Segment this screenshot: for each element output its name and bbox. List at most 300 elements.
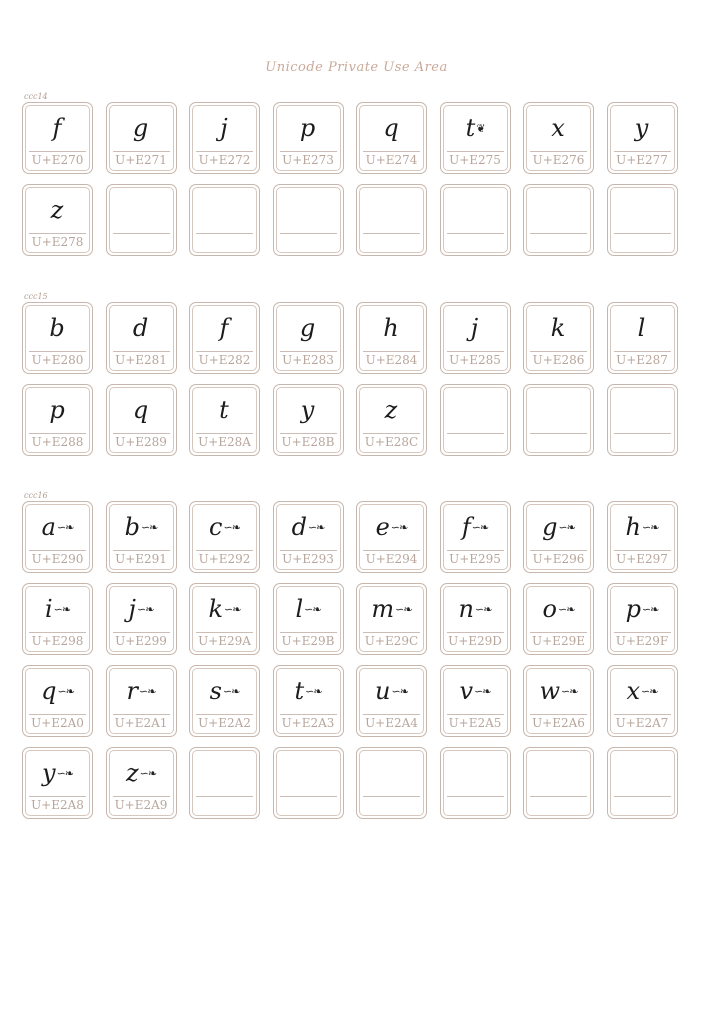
flourish-icon: ∽❧	[391, 684, 408, 698]
baseline-divider	[614, 233, 671, 234]
glyph-cell	[22, 583, 93, 655]
glyph-preview	[608, 393, 677, 427]
glyph-letter: f	[461, 513, 471, 541]
baseline-divider	[530, 433, 587, 434]
codepoint-label: U+E29E	[532, 634, 585, 648]
baseline-divider	[280, 714, 337, 715]
glyph-letter: t	[465, 114, 476, 142]
glyph-cell	[22, 184, 93, 256]
glyph-preview	[23, 111, 92, 145]
baseline-divider	[363, 233, 420, 234]
glyph-letter: u	[375, 677, 391, 705]
baseline-divider	[113, 550, 170, 551]
codepoint-label: U+E272	[198, 153, 251, 167]
baseline-divider	[113, 714, 170, 715]
glyph-cell	[22, 747, 93, 819]
glyph-preview	[357, 674, 426, 708]
glyph-preview	[107, 510, 176, 544]
glyph-cell	[356, 384, 427, 456]
glyph-preview	[23, 393, 92, 427]
glyph-letter: g	[132, 114, 149, 142]
codepoint-label: U+E293	[282, 552, 334, 566]
glyph-cell	[189, 501, 260, 573]
glyph-letter: j	[220, 114, 228, 142]
baseline-divider	[113, 796, 170, 797]
glyph-letter: i	[44, 595, 53, 623]
baseline-divider	[614, 796, 671, 797]
glyph-letter: p	[625, 595, 641, 623]
flourish-icon: ∽❧	[475, 602, 492, 616]
glyph-letter: r	[126, 677, 139, 705]
baseline-divider	[363, 796, 420, 797]
glyph-cell	[607, 184, 678, 256]
glyph-letter: z	[125, 759, 139, 787]
section-ccc16	[22, 491, 682, 819]
glyph-cell	[189, 747, 260, 819]
glyph-cell	[523, 501, 594, 573]
codepoint-label: U+E284	[365, 353, 418, 367]
glyph-cell	[273, 184, 344, 256]
baseline-divider	[447, 632, 504, 633]
codepoint-label: U+E2A8	[31, 798, 84, 812]
baseline-divider	[196, 351, 253, 352]
glyph-letter: q	[41, 677, 57, 705]
codepoint-label: U+E2A4	[365, 716, 418, 730]
baseline-divider	[29, 796, 86, 797]
baseline-divider	[363, 714, 420, 715]
section-label: ccc15	[24, 292, 48, 301]
glyph-preview	[524, 674, 593, 708]
glyph-preview	[23, 674, 92, 708]
flourish-icon: ∽❧	[137, 602, 154, 616]
glyph-preview	[23, 193, 92, 227]
glyph-preview	[524, 193, 593, 227]
glyph-cell	[356, 665, 427, 737]
glyph-preview	[23, 756, 92, 790]
section-ccc14	[22, 92, 682, 256]
glyph-preview	[107, 592, 176, 626]
glyph-cell	[106, 501, 177, 573]
glyph-cell	[440, 184, 511, 256]
baseline-divider	[363, 632, 420, 633]
baseline-divider	[29, 151, 86, 152]
glyph-preview	[441, 756, 510, 790]
glyph-cell	[106, 302, 177, 374]
flourish-icon: ∽❧	[642, 520, 659, 534]
glyph-cell	[106, 184, 177, 256]
glyph-preview	[23, 311, 92, 345]
flourish-icon: ∽❧	[307, 520, 325, 534]
glyph-cell	[273, 302, 344, 374]
flourish-icon: ∽❧	[53, 602, 71, 616]
glyph-cell	[189, 583, 260, 655]
baseline-divider	[29, 632, 86, 633]
baseline-divider	[280, 550, 337, 551]
baseline-divider	[113, 632, 170, 633]
baseline-divider	[113, 151, 170, 152]
glyph-cell	[106, 583, 177, 655]
baseline-divider	[29, 351, 86, 352]
codepoint-label: U+E276	[532, 153, 585, 167]
glyph-cell	[22, 384, 93, 456]
glyph-cell	[273, 501, 344, 573]
glyph-preview	[608, 193, 677, 227]
codepoint-label: U+E288	[31, 435, 84, 449]
glyph-preview	[190, 393, 259, 427]
codepoint-label: U+E29A	[198, 634, 251, 648]
glyph-cell	[22, 665, 93, 737]
flourish-icon: ∽❧	[558, 602, 575, 616]
glyph-cell	[273, 665, 344, 737]
baseline-divider	[280, 233, 337, 234]
glyph-cell	[523, 583, 594, 655]
codepoint-label: U+E270	[31, 153, 84, 167]
baseline-divider	[530, 550, 587, 551]
codepoint-label: U+E287	[616, 353, 668, 367]
glyph-cell	[440, 583, 511, 655]
baseline-divider	[29, 714, 86, 715]
glyph-letter: z	[50, 196, 64, 224]
baseline-divider	[614, 433, 671, 434]
glyph-letter: t	[294, 677, 305, 705]
glyph-preview	[524, 111, 593, 145]
glyph-cell	[22, 102, 93, 174]
glyph-preview	[107, 674, 176, 708]
glyph-preview	[608, 592, 677, 626]
codepoint-label: U+E275	[449, 153, 501, 167]
baseline-divider	[113, 233, 170, 234]
glyph-letter: d	[291, 513, 307, 541]
glyph-preview	[107, 756, 176, 790]
glyph-cell	[523, 665, 594, 737]
glyph-cell	[356, 184, 427, 256]
codepoint-label: U+E297	[616, 552, 668, 566]
glyph-letter: f	[52, 114, 62, 142]
glyph-letter: j	[128, 595, 136, 623]
codepoint-label: U+E280	[31, 353, 84, 367]
baseline-divider	[530, 632, 587, 633]
glyph-preview	[190, 510, 259, 544]
glyph-letter: q	[383, 114, 399, 142]
codepoint-label: U+E290	[31, 552, 84, 566]
glyph-letter: d	[132, 314, 149, 342]
glyph-preview	[524, 311, 593, 345]
glyph-preview	[357, 592, 426, 626]
glyph-cell	[523, 384, 594, 456]
glyph-preview	[608, 111, 677, 145]
glyph-preview	[190, 674, 259, 708]
glyph-letter: y	[634, 114, 649, 142]
glyph-cell	[273, 102, 344, 174]
flourish-icon: ∽❧	[224, 602, 241, 616]
codepoint-label: U+E299	[115, 634, 167, 648]
baseline-divider	[614, 714, 671, 715]
flourish-icon: ❦	[476, 121, 485, 135]
flourish-icon: ∽❧	[474, 684, 491, 698]
glyph-preview	[190, 193, 259, 227]
baseline-divider	[280, 151, 337, 152]
glyph-letter: l	[295, 595, 304, 623]
glyph-letter: b	[49, 314, 65, 342]
glyph-letter: e	[375, 513, 390, 541]
flourish-icon: ∽❧	[222, 684, 240, 698]
baseline-divider	[196, 632, 253, 633]
glyph-preview	[357, 193, 426, 227]
flourish-icon: ∽❧	[139, 766, 157, 780]
codepoint-label: U+E29F	[615, 634, 669, 648]
glyph-cell	[440, 665, 511, 737]
baseline-divider	[447, 351, 504, 352]
glyph-cell	[273, 747, 344, 819]
glyph-preview	[357, 311, 426, 345]
glyph-cell	[22, 501, 93, 573]
glyph-letter: x	[551, 114, 565, 142]
glyph-letter: n	[458, 595, 475, 623]
glyph-preview	[107, 393, 176, 427]
glyph-preview	[23, 510, 92, 544]
codepoint-label: U+E278	[31, 235, 84, 249]
codepoint-label: U+E28C	[364, 435, 419, 449]
codepoint-label: U+E2A6	[532, 716, 585, 730]
glyph-grid	[22, 501, 682, 819]
baseline-divider	[363, 550, 420, 551]
glyph-preview	[190, 311, 259, 345]
glyph-letter: b	[124, 513, 140, 541]
glyph-preview	[190, 756, 259, 790]
glyph-cell	[273, 583, 344, 655]
baseline-divider	[280, 796, 337, 797]
baseline-divider	[530, 714, 587, 715]
flourish-icon: ∽❧	[57, 684, 74, 698]
glyph-cell	[440, 747, 511, 819]
glyph-cell	[106, 102, 177, 174]
codepoint-label: U+E281	[115, 353, 167, 367]
flourish-icon: ∽❧	[223, 520, 240, 534]
glyph-cell	[607, 384, 678, 456]
glyph-preview	[274, 592, 343, 626]
codepoint-label: U+E274	[365, 153, 418, 167]
codepoint-label: U+E2A3	[281, 716, 335, 730]
codepoint-label: U+E295	[449, 552, 501, 566]
glyph-preview	[107, 111, 176, 145]
glyph-preview	[441, 674, 510, 708]
flourish-icon: ∽❧	[140, 520, 158, 534]
glyph-letter: x	[626, 677, 641, 705]
glyph-letter: h	[383, 314, 399, 342]
baseline-divider	[614, 351, 671, 352]
glyph-cell	[106, 384, 177, 456]
glyph-cell	[440, 302, 511, 374]
glyph-letter: s	[209, 677, 222, 705]
glyph-cell	[440, 102, 511, 174]
baseline-divider	[196, 433, 253, 434]
flourish-icon: ∽❧	[641, 684, 658, 698]
baseline-divider	[447, 433, 504, 434]
baseline-divider	[29, 550, 86, 551]
glyph-preview	[357, 111, 426, 145]
glyph-letter: w	[539, 677, 561, 705]
flourish-icon: ∽❧	[390, 520, 408, 534]
codepoint-label: U+E296	[532, 552, 585, 566]
flourish-icon: ∽❧	[471, 520, 489, 534]
glyph-preview	[357, 393, 426, 427]
glyph-grid	[22, 102, 682, 256]
glyph-cell	[523, 102, 594, 174]
codepoint-label: U+E2A1	[114, 716, 168, 730]
flourish-icon: ∽❧	[641, 602, 659, 616]
codepoint-label: U+E289	[115, 435, 167, 449]
glyph-preview	[190, 111, 259, 145]
baseline-divider	[363, 433, 420, 434]
glyph-preview	[274, 674, 343, 708]
section-ccc15	[22, 292, 682, 456]
glyph-cell	[607, 747, 678, 819]
glyph-letter: g	[542, 513, 558, 541]
codepoint-label: U+E286	[532, 353, 585, 367]
baseline-divider	[29, 233, 86, 234]
glyph-cell	[607, 501, 678, 573]
baseline-divider	[113, 433, 170, 434]
glyph-letter: t	[219, 396, 229, 424]
codepoint-label: U+E283	[282, 353, 334, 367]
codepoint-label: U+E29D	[448, 634, 502, 648]
glyph-letter: f	[219, 314, 229, 342]
flourish-icon: ∽❧	[561, 684, 578, 698]
glyph-cell	[607, 583, 678, 655]
codepoint-label: U+E2A2	[198, 716, 251, 730]
baseline-divider	[447, 550, 504, 551]
glyph-preview	[608, 510, 677, 544]
section-label: ccc14	[24, 92, 48, 101]
baseline-divider	[530, 351, 587, 352]
glyph-letter: k	[208, 595, 224, 623]
glyph-preview	[608, 674, 677, 708]
baseline-divider	[280, 632, 337, 633]
glyph-preview	[274, 393, 343, 427]
codepoint-label: U+E29C	[364, 634, 419, 648]
glyph-cell	[440, 501, 511, 573]
baseline-divider	[29, 433, 86, 434]
glyph-preview	[274, 111, 343, 145]
glyph-cell	[523, 184, 594, 256]
baseline-divider	[447, 714, 504, 715]
glyph-preview	[608, 311, 677, 345]
flourish-icon: ∽❧	[304, 602, 321, 616]
glyph-letter: o	[542, 595, 557, 623]
glyph-cell	[440, 384, 511, 456]
baseline-divider	[196, 233, 253, 234]
glyph-cell	[356, 747, 427, 819]
codepoint-label: U+E271	[115, 153, 167, 167]
codepoint-label: U+E292	[198, 552, 251, 566]
codepoint-label: U+E277	[616, 153, 668, 167]
glyph-letter: y	[42, 759, 56, 787]
glyph-letter: p	[299, 114, 316, 142]
glyph-preview	[23, 592, 92, 626]
glyph-preview	[608, 756, 677, 790]
glyph-cell	[273, 384, 344, 456]
glyph-cell	[523, 302, 594, 374]
glyph-preview	[524, 510, 593, 544]
glyph-preview	[107, 193, 176, 227]
glyph-cell	[189, 184, 260, 256]
glyph-cell	[356, 302, 427, 374]
baseline-divider	[280, 433, 337, 434]
glyph-preview	[441, 510, 510, 544]
glyph-letter: k	[550, 314, 566, 342]
glyph-letter: l	[637, 314, 646, 342]
glyph-preview	[441, 193, 510, 227]
glyph-preview	[274, 193, 343, 227]
glyph-cell	[189, 665, 260, 737]
glyph-preview	[441, 311, 510, 345]
glyph-cell	[356, 583, 427, 655]
flourish-icon: ∽❧	[139, 684, 156, 698]
baseline-divider	[447, 233, 504, 234]
glyph-preview	[274, 510, 343, 544]
glyph-preview	[357, 510, 426, 544]
glyph-letter: g	[299, 314, 316, 342]
baseline-divider	[530, 796, 587, 797]
glyph-cell	[106, 747, 177, 819]
baseline-divider	[447, 796, 504, 797]
glyph-letter: p	[49, 396, 65, 424]
glyph-cell	[189, 102, 260, 174]
codepoint-label: U+E285	[449, 353, 501, 367]
baseline-divider	[196, 550, 253, 551]
glyph-grid	[22, 302, 682, 456]
glyph-cell	[22, 302, 93, 374]
codepoint-label: U+E273	[282, 153, 334, 167]
glyph-letter: v	[459, 677, 474, 705]
codepoint-label: U+E2A9	[114, 798, 168, 812]
baseline-divider	[280, 351, 337, 352]
glyph-preview	[357, 756, 426, 790]
baseline-divider	[196, 151, 253, 152]
codepoint-label: U+E282	[198, 353, 251, 367]
glyph-cell	[189, 384, 260, 456]
glyph-preview	[524, 756, 593, 790]
baseline-divider	[196, 714, 253, 715]
codepoint-label: U+E291	[115, 552, 167, 566]
glyph-letter: q	[132, 396, 149, 424]
baseline-divider	[614, 632, 671, 633]
baseline-divider	[614, 151, 671, 152]
glyph-preview	[441, 111, 510, 145]
flourish-icon: ∽❧	[56, 766, 73, 780]
flourish-icon: ∽❧	[558, 520, 575, 534]
baseline-divider	[530, 151, 587, 152]
glyph-letter: h	[625, 513, 642, 541]
codepoint-label: U+E294	[365, 552, 418, 566]
glyph-cell	[523, 747, 594, 819]
section-label: ccc16	[24, 491, 48, 500]
glyph-letter: z	[384, 396, 398, 424]
codepoint-label: U+E28B	[281, 435, 335, 449]
baseline-divider	[113, 351, 170, 352]
flourish-icon: ∽❧	[56, 520, 74, 534]
glyph-letter: j	[470, 314, 479, 342]
glyph-letter: c	[209, 513, 223, 541]
codepoint-label: U+E28A	[198, 435, 251, 449]
glyph-cell	[189, 302, 260, 374]
glyph-preview	[441, 592, 510, 626]
baseline-divider	[614, 550, 671, 551]
flourish-icon: ∽❧	[395, 602, 412, 616]
glyph-preview	[524, 393, 593, 427]
glyph-preview	[274, 756, 343, 790]
baseline-divider	[530, 233, 587, 234]
